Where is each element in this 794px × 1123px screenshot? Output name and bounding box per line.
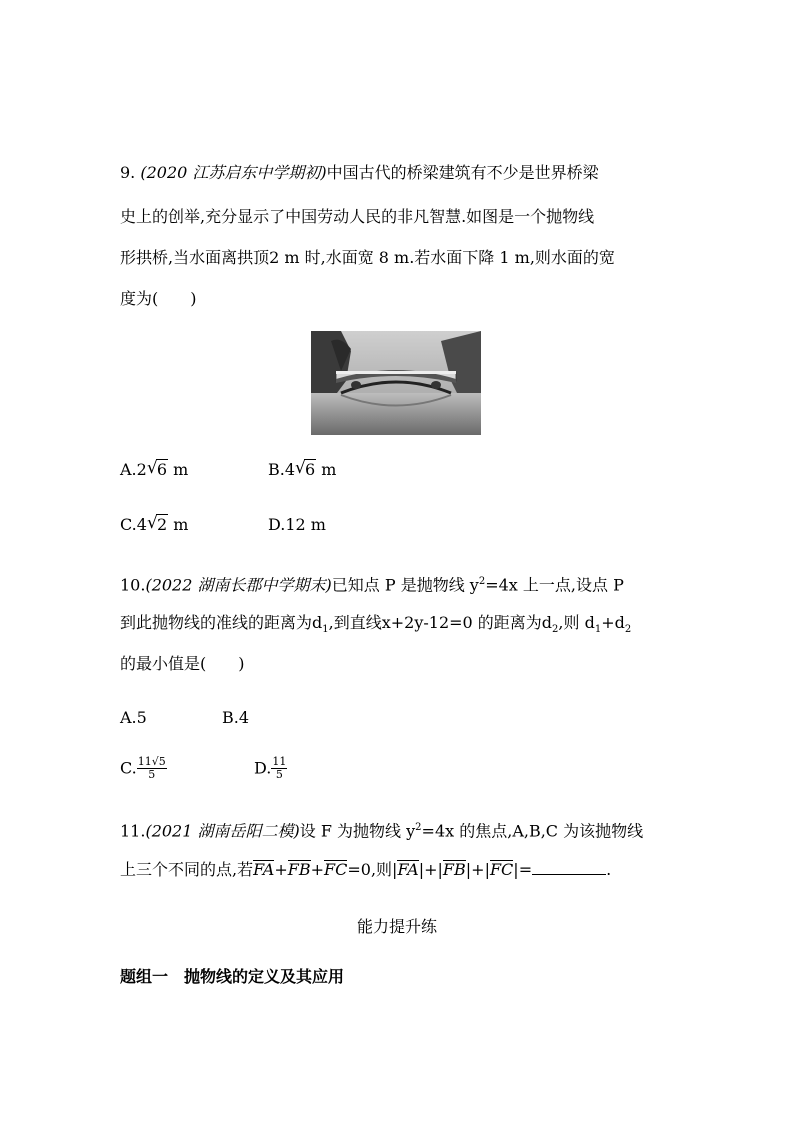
group-title: 题组一 抛物线的定义及其应用 bbox=[120, 967, 345, 986]
q9-option-d: D.12 m bbox=[268, 515, 326, 534]
q9-source: (2020 江苏启东中学期初) bbox=[140, 163, 327, 182]
q10-option-b: B.4 bbox=[222, 708, 250, 727]
section-title: 能力提升练 bbox=[356, 917, 437, 936]
q10-option-d: D. $\frac{11}{5}$ bbox=[254, 755, 287, 781]
q10-option-c: C. $\frac{11√5}{5}$ bbox=[120, 755, 166, 781]
q9-option-c: C.4 √ 2 m bbox=[120, 513, 189, 534]
q10-line-2: 到此抛物线的准线的距离为$d_1$,到直线x+2y-12=0 的距离为$d_2$,则 $d_1+d_2$ bbox=[120, 613, 632, 636]
q11-line-1: 11.(2021 湖南岳阳二模)设 F 为抛物线 $y^2=4x$ 的焦点,A,B,C 为该抛物线 bbox=[120, 821, 644, 841]
q9-line-2: 史上的创举,充分显示了中国劳动人民的非凡智慧.如图是一个抛物线 bbox=[120, 207, 595, 226]
q9-number: 9. bbox=[120, 163, 136, 182]
q9-option-b: B.4 √ 6 m bbox=[268, 458, 337, 479]
sqrt-symbol: √ 6 bbox=[295, 458, 316, 479]
q9-text-1: 中国古代的桥梁建筑有不少是世界桥梁 bbox=[326, 163, 599, 182]
vector-fb: FB bbox=[287, 860, 311, 879]
sqrt-symbol: √ 6 bbox=[146, 458, 168, 479]
q11-line-2: 上三个不同的点,若FA+FB+FC=0,则|FA|+|FB|+|FC|= . bbox=[120, 860, 612, 879]
q10-line-1: 10.(2022 湖南长郡中学期末)已知点 P 是抛物线 $y^2=4x$ 上一点,设点 P bbox=[120, 575, 624, 595]
arch-bridge-photo bbox=[311, 331, 481, 435]
q9-line-4: 度为( ) bbox=[120, 289, 197, 308]
q11-number: 11. bbox=[120, 821, 146, 841]
sqrt-symbol: √ 2 bbox=[146, 513, 168, 534]
q10-option-a: A.5 bbox=[120, 708, 147, 727]
q10-line-3: 的最小值是( ) bbox=[120, 654, 245, 673]
q11-source: (2021 湖南岳阳二模) bbox=[145, 821, 300, 841]
q9-line-3: 形拱桥,当水面离拱顶2 m 时,水面宽 8 m.若水面下降 1 m,则水面的宽 bbox=[120, 248, 615, 267]
vector-fc: FC bbox=[324, 860, 348, 879]
q10-number: 10. bbox=[120, 575, 146, 595]
q9-line-1 bbox=[120, 163, 599, 183]
fraction: $\frac{11}{5}$ bbox=[272, 755, 287, 781]
q9-option-a: A.2 √ 6 m bbox=[120, 458, 189, 479]
q10-source: (2022 湖南长郡中学期末) bbox=[145, 575, 332, 595]
fraction: $\frac{11√5}{5}$ bbox=[137, 755, 166, 781]
vector-fa: FA bbox=[253, 860, 275, 879]
answer-blank bbox=[532, 860, 606, 875]
